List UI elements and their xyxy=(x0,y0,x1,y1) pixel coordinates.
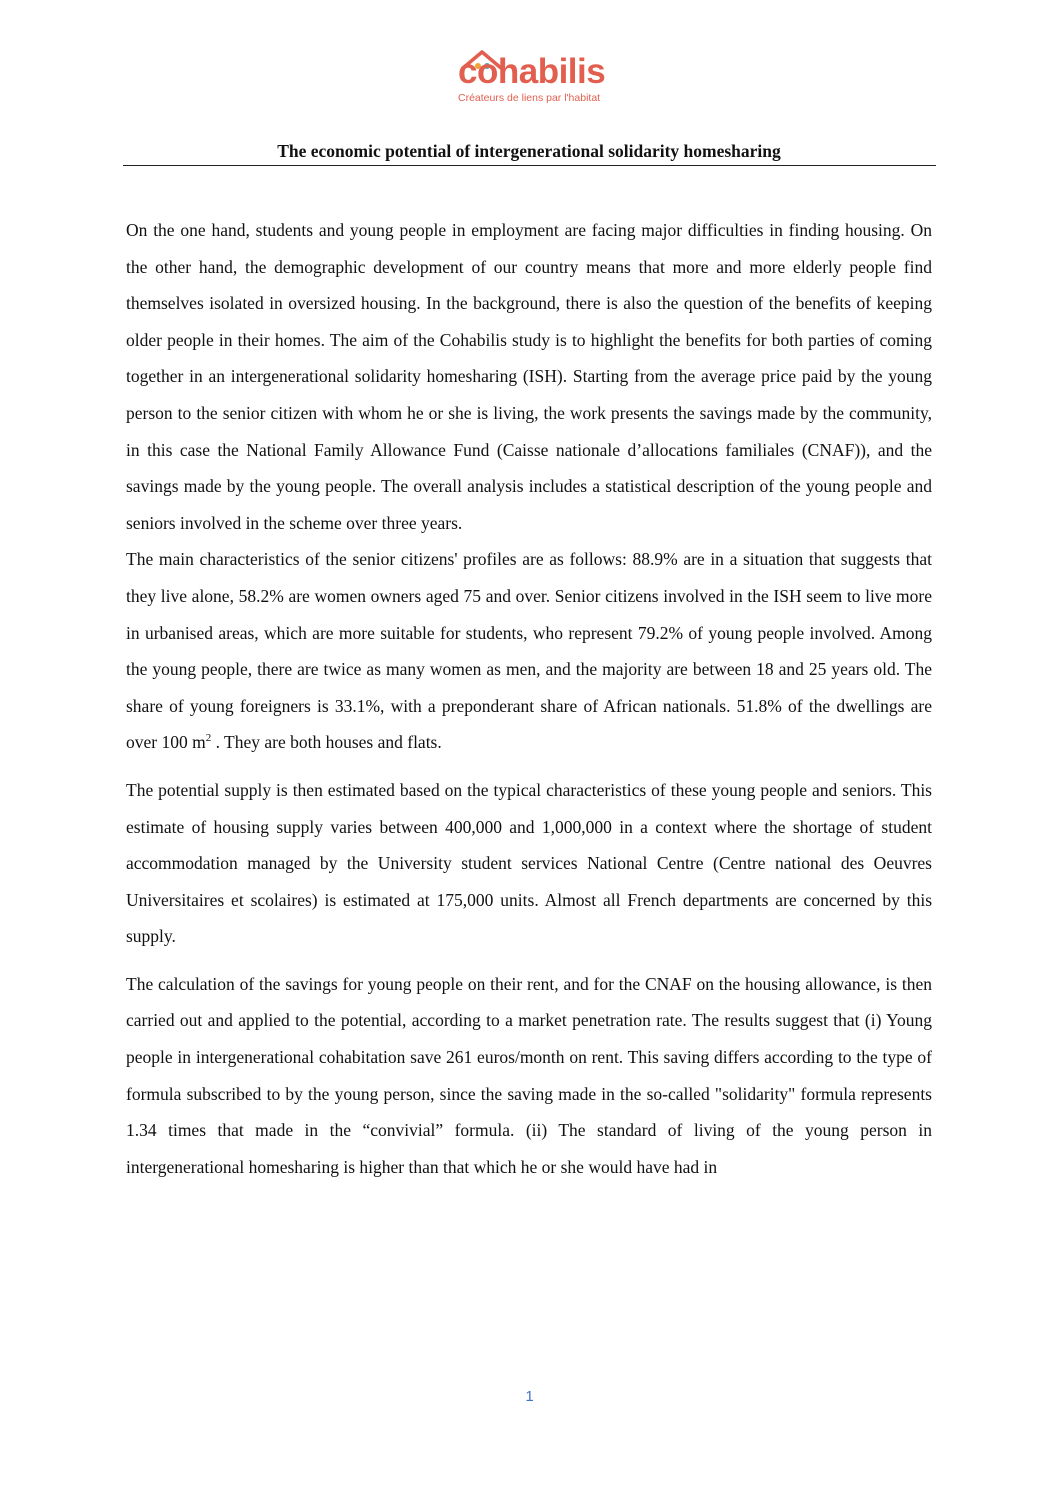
document-body xyxy=(126,212,932,1185)
logo-tagline: Créateurs de liens par l'habitat xyxy=(458,92,601,104)
document-title: The economic potential of intergenerational solidarity homesharing xyxy=(277,141,781,161)
paragraph-intro: On the one hand, students and young people in employment are facing major difficulties in finding housing. On the other hand, the demographic development of our country means that more and more elderly people find themselves isolated in oversized housing. In the background, there is also the question of the benefits of keeping older people in their homes. The aim of the Cohabilis study is to highlight the benefits for both parties of coming together in an intergenerational solidarity homesharing (ISH). Starting from the average price paid by the young person to the senior citizen with whom he or she is living, the work presents the savings made by the community, in this case the National Family Allowance Fund (Caisse nationale d’allocations familiales (CNAF)), and the savings made by the young people. The overall analysis includes a statistical description of the young people and seniors involved in the scheme over three years. xyxy=(126,220,932,533)
paragraph-characteristics-text: The main characteristics of the senior citizens' profiles are as follows: 88.9% are in a situation that suggests that they live alone, 58.2% are women owners aged 75 and over. Senior citizens involved in the ISH seem to live more in urbanised areas, which are more suitable for students, who represent 79.2% of young people involved. Among the young people, there are twice as many women as men, and the majority are between 18 and 25 years old. The share of young foreigners is 33.1%, with a preponderant share of African nationals. 51.8% of the dwellings are over 100 m xyxy=(126,549,932,753)
page-number: 1 xyxy=(525,1388,534,1405)
square-meter-superscript: 2 xyxy=(205,732,212,745)
paragraph-characteristics xyxy=(126,541,932,761)
paragraph-characteristics-tail: . They are both houses and flats. xyxy=(211,732,442,753)
paragraph-savings: The calculation of the savings for young people on their rent, and for the CNAF on the housing allowance, is then carried out and applied to the potential, according to a market penetration rate. The results suggest that (i) Young people in intergenerational cohabitation save 261 euros/month on rent. This saving differs according to the type of formula subscribed to by the young person, since the saving made in the so-called "solidarity" formula represents 1.34 times that made in the “convivial” formula. (ii) The standard of living of the young person in intergenerational homesharing is higher than that which he or she would have had in xyxy=(126,973,932,1177)
paragraph-supply: The potential supply is then estimated based on the typical characteristics of these young people and seniors. This estimate of housing supply varies between 400,000 and 1,000,000 in a context where the shortage of student accommodation managed by the University student services National Centre (Centre national des Oeuvres Universitaires et scolaires) is estimated at 175,000 units. Almost all French departments are concerned by this supply. xyxy=(126,779,932,947)
logo-wordmark: cohabilis xyxy=(458,52,606,91)
cohabilis-logo xyxy=(456,50,616,108)
title-divider xyxy=(123,165,936,166)
